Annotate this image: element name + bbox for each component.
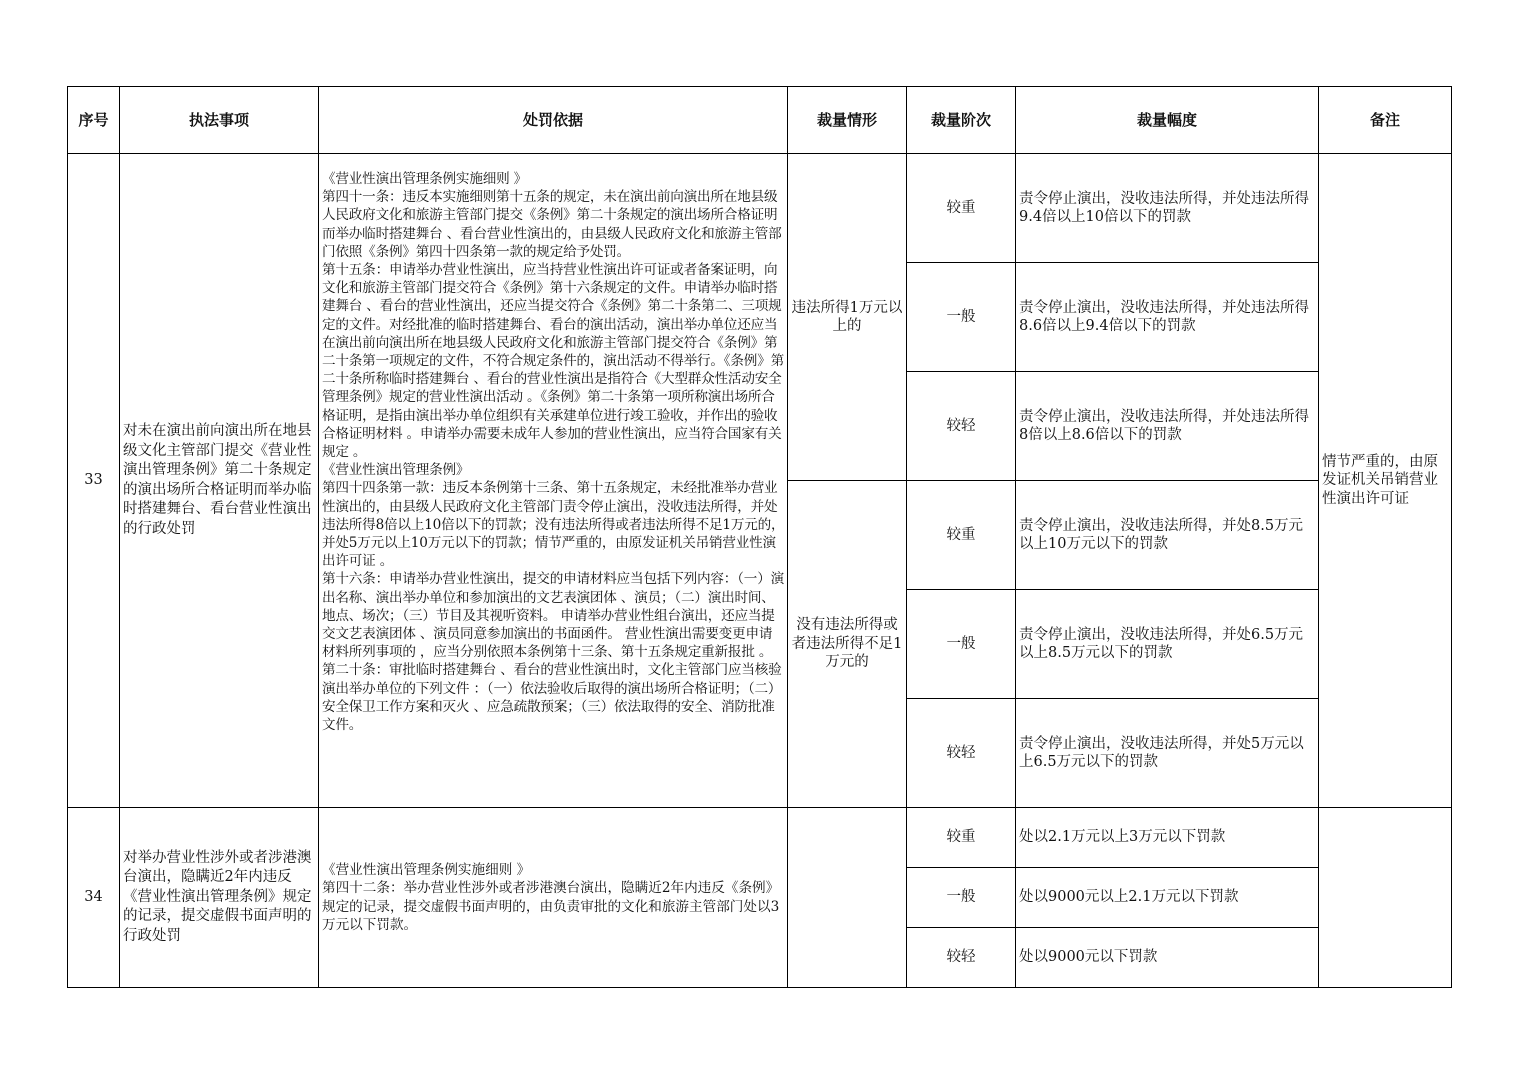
row-number: 34 xyxy=(68,808,120,988)
range: 责令停止演出，没收违法所得，并处6.5万元以上8.5万元以下的罚款 xyxy=(1016,590,1319,699)
table-row xyxy=(68,808,1452,868)
level: 较轻 xyxy=(907,372,1016,481)
basis-paragraph: 《营业性演出管理条例实施细则 》 xyxy=(322,862,531,879)
table-row xyxy=(68,154,1452,263)
row-number: 33 xyxy=(68,154,120,808)
basis-paragraph: 第十五条：申请举办营业性演出，应当持营业性演出许可证或者备案证明，向文化和旅游主管部门提交符合《条例》第十六条规定的文件。申请举办临时搭建舞台 、看台的营业性演出，还应当提交符合《条例》第二十条第二、三项规定的文件。对经批准的临时搭建舞台、看台的演出活动，演出举办单位还应当在演出前向演出所在地县级人民政府文化和旅游主管部门提交符合《条例》第二十条第一项规定的文件，不符合规定条件的，演出活动不得举行。《条例》第二十条所称临时搭建舞台 、看台的营业性演出是指符合《大型群众性活动安全管理条例》规定的营业性演出活动 。《条例》第二十条第一项所称演出场所合格证明，是指由演出举办单位组织有关承建单位进行竣工验收，并作出的验收合格证明材料 。申请举办需要未成年人参加的营业性演出，应当符合国家有关规定 。 xyxy=(322,262,784,461)
range: 责令停止演出，没收违法所得，并处5万元以上6.5万元以下的罚款 xyxy=(1016,699,1319,808)
header-note: 备注 xyxy=(1319,87,1452,154)
basis-paragraph: 第四十二条：举办营业性涉外或者涉港澳台演出，隐瞒近2年内违反《条例》规定的记录，提交虚假书面声明的，由负责审批的文化和旅游主管部门处以3万元以下罚款。 xyxy=(322,880,780,933)
note xyxy=(1319,808,1452,988)
level: 较轻 xyxy=(907,928,1016,988)
header-row xyxy=(68,87,1452,154)
enforcement-item: 对举办营业性涉外或者涉港澳台演出，隐瞒近2年内违反《营业性演出管理条例》规定的记录，提交虚假书面声明的行政处罚 xyxy=(120,808,319,988)
situation xyxy=(788,808,907,988)
basis-paragraph: 第四十四条第一款：违反本条例第十三条、第十五条规定，未经批准举办营业性演出的，由县级人民政府文化主管部门责令停止演出，没收违法所得，并处违法所得8倍以上10倍以下的罚款；没有违法所得或者违法所得不足1万元的，并处5万元以上10万元以下的罚款；情节严重的，由原发证机关吊销营业性演出许可证 。 xyxy=(322,480,785,570)
header-item: 执法事项 xyxy=(120,87,319,154)
basis-paragraph: 第二十条：审批临时搭建舞台 、看台的营业性演出时，文化主管部门应当核验演出举办单位的下列文件 ：（一）依法验收后取得的演出场所合格证明；（二）安全保卫工作方案和灭火 、应急疏散预案；（三）依法取得的安全、消防批准文件。 xyxy=(322,662,782,734)
header-situation: 裁量情形 xyxy=(788,87,907,154)
range: 责令停止演出，没收违法所得，并处违法所得8.6倍以上9.4倍以下的罚款 xyxy=(1016,263,1319,372)
basis-paragraph: 《营业性演出管理条例实施细则 》 xyxy=(322,171,528,187)
range: 处以2.1万元以上3万元以下罚款 xyxy=(1016,808,1319,868)
penalty-basis xyxy=(319,154,788,808)
range: 责令停止演出，没收违法所得，并处违法所得9.4倍以上10倍以下的罚款 xyxy=(1016,154,1319,263)
level: 一般 xyxy=(907,590,1016,699)
basis-paragraph: 第四十一条：违反本实施细则第十五条的规定，未在演出前向演出所在地县级人民政府文化和旅游主管部门提交《条例》第二十条规定的演出场所合格证明而举办临时搭建舞台 、看台营业性演出的，由县级人民政府文化和旅游主管部门依照《条例》第四十四条第一款的规定给予处罚。 xyxy=(322,189,782,260)
header-no: 序号 xyxy=(68,87,120,154)
discretion-table xyxy=(67,86,1452,988)
header-range: 裁量幅度 xyxy=(1016,87,1319,154)
header-level: 裁量阶次 xyxy=(907,87,1016,154)
situation: 违法所得1万元以上的 xyxy=(788,154,907,481)
note: 情节严重的，由原发证机关吊销营业性演出许可证 xyxy=(1319,154,1452,808)
level: 较重 xyxy=(907,154,1016,263)
level: 一般 xyxy=(907,263,1016,372)
range: 责令停止演出，没收违法所得，并处违法所得8倍以上8.6倍以下的罚款 xyxy=(1016,372,1319,481)
header-basis: 处罚依据 xyxy=(319,87,788,154)
situation: 没有违法所得或者违法所得不足1万元的 xyxy=(788,481,907,808)
basis-paragraph: 第十六条：申请举办营业性演出，提交的申请材料应当包括下列内容：（一）演出名称、演出举办单位和参加演出的文艺表演团体 、演员；（二）演出时间、地点、场次；（三）节目及其视听资料。 申请举办营业性组台演出，还应当提交文艺表演团体 、演员同意参加演出的书面函件。 营业性演出需要变更申请材料所列事项的 ，应当分别依照本条例第十三条、第十五条规定重新报批 。 xyxy=(322,571,784,661)
level: 一般 xyxy=(907,868,1016,928)
range: 处以9000元以上2.1万元以下罚款 xyxy=(1016,868,1319,928)
range: 责令停止演出，没收违法所得，并处8.5万元以上10万元以下的罚款 xyxy=(1016,481,1319,590)
level: 较重 xyxy=(907,808,1016,868)
range: 处以9000元以下罚款 xyxy=(1016,928,1319,988)
penalty-basis xyxy=(319,808,788,988)
enforcement-item: 对未在演出前向演出所在地县级文化主管部门提交《营业性演出管理条例》第二十条规定的演出场所合格证明而举办临时搭建舞台、看台营业性演出的行政处罚 xyxy=(120,154,319,808)
basis-paragraph: 《营业性演出管理条例》 xyxy=(322,462,470,479)
level: 较轻 xyxy=(907,699,1016,808)
level: 较重 xyxy=(907,481,1016,590)
